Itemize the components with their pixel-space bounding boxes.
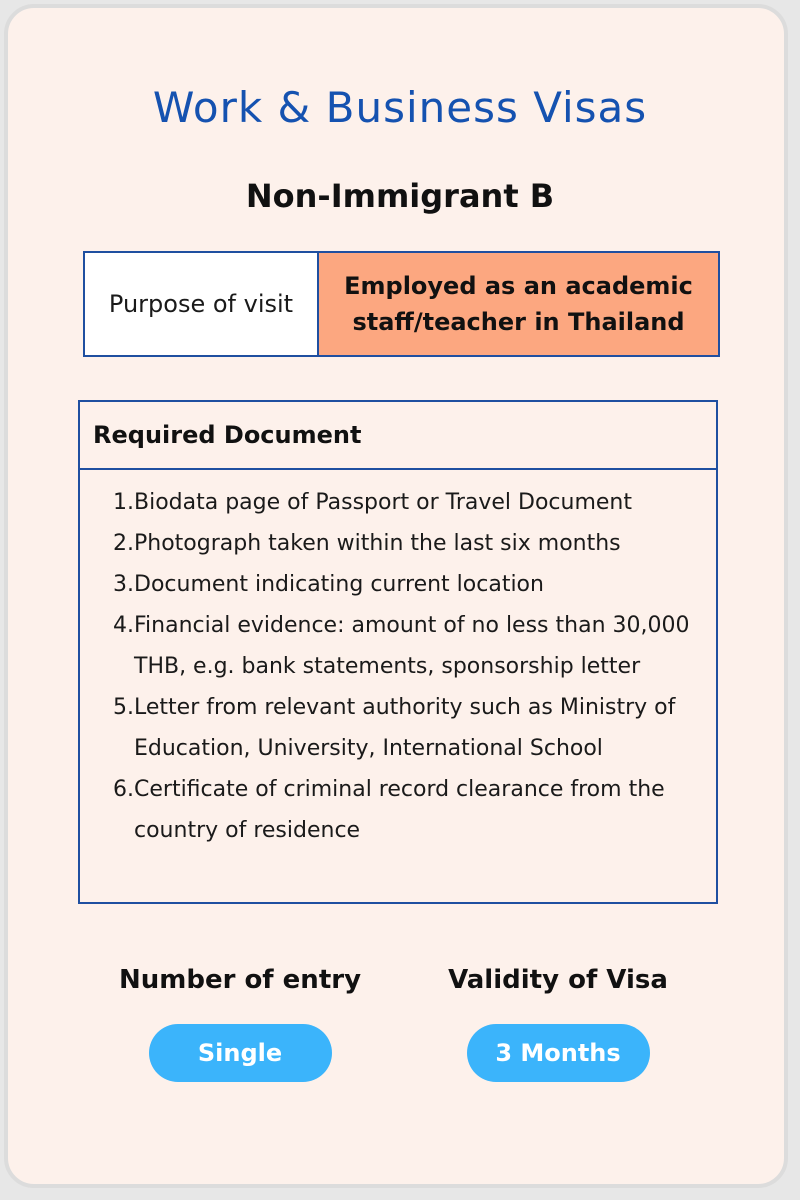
list-item-number: 1. — [113, 490, 134, 515]
list-item-number: 3. — [113, 572, 134, 597]
list-item — [80, 564, 716, 605]
list-item-text: Certificate of criminal record clearance from the country of residence — [134, 777, 665, 843]
purpose-value: Employed as an academic staff/teacher in Thailand — [319, 253, 718, 355]
list-item-text: Document indicating current location — [134, 572, 544, 597]
list-item-text: Photograph taken within the last six months — [134, 531, 621, 556]
purpose-label: Purpose of visit — [85, 253, 319, 355]
list-item — [80, 687, 716, 769]
required-documents-heading: Required Document — [80, 402, 716, 470]
validity-label: Validity of Visa — [448, 965, 668, 995]
list-item-number: 4. — [113, 613, 134, 638]
list-item — [80, 605, 716, 687]
required-documents-list — [80, 470, 716, 851]
list-item-number: 2. — [113, 531, 134, 556]
list-item-number: 6. — [113, 777, 134, 802]
list-item — [80, 482, 716, 523]
list-item-text: Biodata page of Passport or Travel Document — [134, 490, 632, 515]
page-title: Work & Business Visas — [152, 83, 648, 132]
list-item-number: 5. — [113, 695, 134, 720]
validity-section — [398, 958, 718, 1082]
entry-badge: Single — [149, 1024, 332, 1082]
visa-type-subtitle: Non-Immigrant B — [245, 177, 555, 215]
validity-badge: 3 Months — [467, 1024, 650, 1082]
list-item — [80, 523, 716, 564]
required-documents-box — [78, 400, 718, 904]
number-of-entry-section — [80, 958, 400, 1082]
number-of-entry-label: Number of entry — [118, 965, 362, 995]
list-item — [80, 769, 716, 851]
list-item-text: Letter from relevant authority such as Ministry of Education, University, International School — [134, 695, 676, 761]
purpose-table — [83, 251, 720, 357]
list-item-text: Financial evidence: amount of no less than 30,000 THB, e.g. bank statements, sponsorship letter — [134, 613, 690, 679]
